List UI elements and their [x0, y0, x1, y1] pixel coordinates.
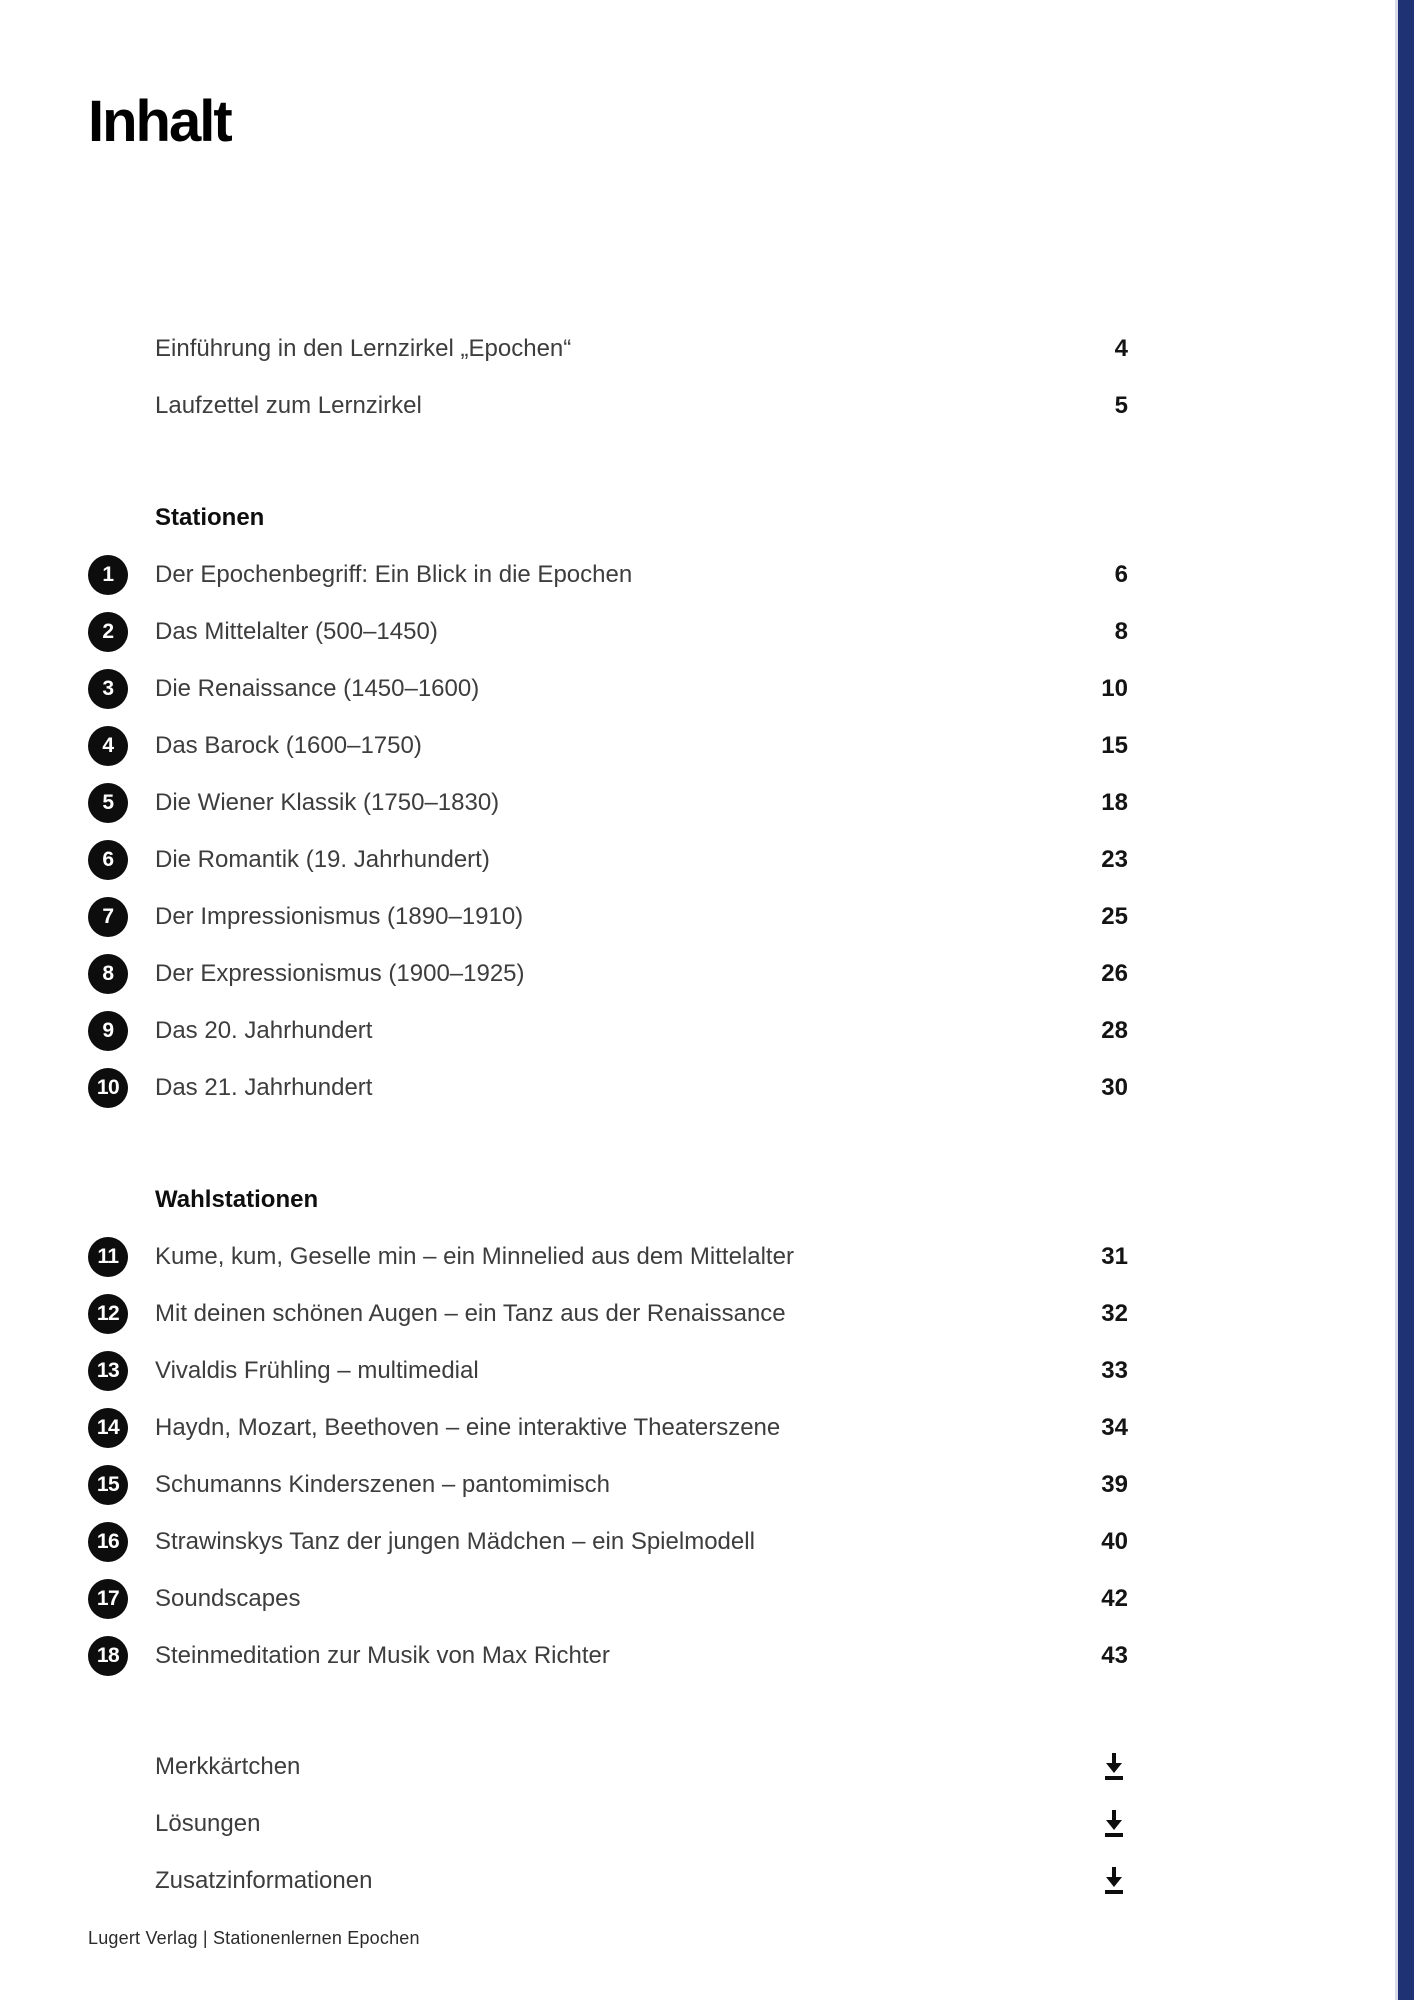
station-number-badge: 2 [88, 612, 128, 652]
station-badge-col [88, 612, 155, 652]
station-number-badge: 13 [88, 1351, 128, 1391]
station-number-badge: 9 [88, 1011, 128, 1051]
download-label: Lösungen [155, 1810, 261, 1838]
toc-page-number: 28 [1101, 1017, 1128, 1045]
station-number-badge: 5 [88, 783, 128, 823]
toc-row [88, 1343, 1128, 1400]
toc-entry-label: Soundscapes [155, 1585, 301, 1613]
toc-entry-label: Der Expressionismus (1900–1925) [155, 960, 525, 988]
toc-page-number: 4 [1114, 335, 1128, 363]
station-number-badge: 10 [88, 1068, 128, 1108]
toc-entry-label: Das 20. Jahrhundert [155, 1017, 373, 1045]
toc-row [88, 1229, 1128, 1286]
station-badge-col [88, 1636, 155, 1676]
toc-entry-label: Strawinskys Tanz der jungen Mädchen – ein Spielmodell [155, 1528, 755, 1556]
toc-row [88, 718, 1128, 775]
toc-entry-label: Steinmeditation zur Musik von Max Richter [155, 1642, 610, 1670]
download-label: Merkkärtchen [155, 1753, 301, 1781]
toc-page-number: 43 [1101, 1642, 1128, 1670]
accent-bar [1395, 0, 1414, 2000]
content-column [88, 0, 1128, 1910]
toc-row [88, 775, 1128, 832]
download-icon[interactable] [1100, 1752, 1128, 1782]
toc-row [88, 661, 1128, 718]
download-row [88, 1853, 1128, 1910]
toc-page-number: 39 [1101, 1471, 1128, 1499]
station-number-badge: 11 [88, 1237, 128, 1277]
page-title: Inhalt [88, 89, 231, 154]
toc-entry-label: Haydn, Mozart, Beethoven – eine interaktive Theaterszene [155, 1414, 781, 1442]
section-heading-wahlstationen: Wahlstationen [155, 1186, 319, 1214]
toc-row [88, 946, 1128, 1003]
toc-row [88, 1060, 1128, 1117]
station-number-badge: 3 [88, 669, 128, 709]
toc-entry-label: Das Barock (1600–1750) [155, 732, 422, 760]
toc-row [88, 604, 1128, 661]
station-number-badge: 14 [88, 1408, 128, 1448]
toc-entry-label: Vivaldis Frühling – multimedial [155, 1357, 479, 1385]
table-of-contents [88, 321, 1128, 1910]
station-number-badge: 7 [88, 897, 128, 937]
toc-row [88, 1003, 1128, 1060]
download-icon[interactable] [1100, 1866, 1128, 1896]
station-badge-col [88, 1011, 155, 1051]
footer-text: Lugert Verlag | Stationenlernen Epochen [88, 1928, 420, 1948]
toc-row [88, 1286, 1128, 1343]
station-badge-col [88, 954, 155, 994]
toc-entry-label: Kume, kum, Geselle min – ein Minnelied aus dem Mittelalter [155, 1243, 794, 1271]
station-number-badge: 16 [88, 1522, 128, 1562]
toc-page-number: 6 [1114, 561, 1128, 589]
station-badge-col [88, 1579, 155, 1619]
download-icon[interactable] [1100, 1809, 1128, 1839]
toc-page-number: 42 [1101, 1585, 1128, 1613]
station-number-badge: 15 [88, 1465, 128, 1505]
downloads-section [88, 1739, 1128, 1910]
toc-page-number: 33 [1101, 1357, 1128, 1385]
station-number-badge: 6 [88, 840, 128, 880]
station-badge-col [88, 669, 155, 709]
toc-page-number: 18 [1101, 789, 1128, 817]
station-badge-col [88, 1068, 155, 1108]
toc-page-number: 10 [1101, 675, 1128, 703]
station-badge-col [88, 840, 155, 880]
toc-entry-label: Das Mittelalter (500–1450) [155, 618, 438, 646]
station-badge-col [88, 1408, 155, 1448]
toc-row [88, 889, 1128, 946]
station-badge-col [88, 783, 155, 823]
toc-entry-label: Die Romantik (19. Jahrhundert) [155, 846, 490, 874]
toc-page-number: 23 [1101, 846, 1128, 874]
toc-row [88, 1457, 1128, 1514]
toc-entry-label: Der Epochenbegriff: Ein Blick in die Epochen [155, 561, 633, 589]
toc-page-number: 31 [1101, 1243, 1128, 1271]
toc-page-number: 30 [1101, 1074, 1128, 1102]
toc-page-number: 25 [1101, 903, 1128, 931]
station-badge-col [88, 1294, 155, 1334]
toc-entry-label: Schumanns Kinderszenen – pantomimisch [155, 1471, 610, 1499]
station-number-badge: 8 [88, 954, 128, 994]
toc-entry-label: Das 21. Jahrhundert [155, 1074, 373, 1102]
toc-page-number: 34 [1101, 1414, 1128, 1442]
station-badge-col [88, 555, 155, 595]
station-badge-col [88, 726, 155, 766]
toc-row [88, 1400, 1128, 1457]
station-number-badge: 12 [88, 1294, 128, 1334]
section-heading-stationen: Stationen [155, 504, 265, 532]
toc-row [88, 1628, 1128, 1685]
station-badge-col [88, 1522, 155, 1562]
toc-page-number: 8 [1114, 618, 1128, 646]
toc-row [88, 321, 1128, 378]
toc-page-number: 15 [1101, 732, 1128, 760]
toc-entry-label: Der Impressionismus (1890–1910) [155, 903, 524, 931]
toc-entry-label: Einführung in den Lernzirkel „Epochen“ [155, 335, 572, 363]
station-badge-col [88, 897, 155, 937]
station-badge-col [88, 1465, 155, 1505]
download-label: Zusatzinformationen [155, 1867, 373, 1895]
download-row [88, 1739, 1128, 1796]
toc-page-number: 32 [1101, 1300, 1128, 1328]
toc-page-number: 40 [1101, 1528, 1128, 1556]
station-badge-col [88, 1237, 155, 1277]
toc-row [88, 547, 1128, 604]
toc-entry-label: Die Renaissance (1450–1600) [155, 675, 480, 703]
download-row [88, 1796, 1128, 1853]
toc-entry-label: Mit deinen schönen Augen – ein Tanz aus der Renaissance [155, 1300, 786, 1328]
station-number-badge: 1 [88, 555, 128, 595]
toc-row [88, 1514, 1128, 1571]
toc-entry-label: Laufzettel zum Lernzirkel [155, 392, 422, 420]
station-badge-col [88, 1351, 155, 1391]
toc-entry-label: Die Wiener Klassik (1750–1830) [155, 789, 500, 817]
station-number-badge: 17 [88, 1579, 128, 1619]
station-number-badge: 4 [88, 726, 128, 766]
toc-row [88, 378, 1128, 435]
toc-row [88, 1571, 1128, 1628]
toc-row [88, 832, 1128, 889]
station-number-badge: 18 [88, 1636, 128, 1676]
toc-page-number: 26 [1101, 960, 1128, 988]
toc-page-number: 5 [1114, 392, 1128, 420]
